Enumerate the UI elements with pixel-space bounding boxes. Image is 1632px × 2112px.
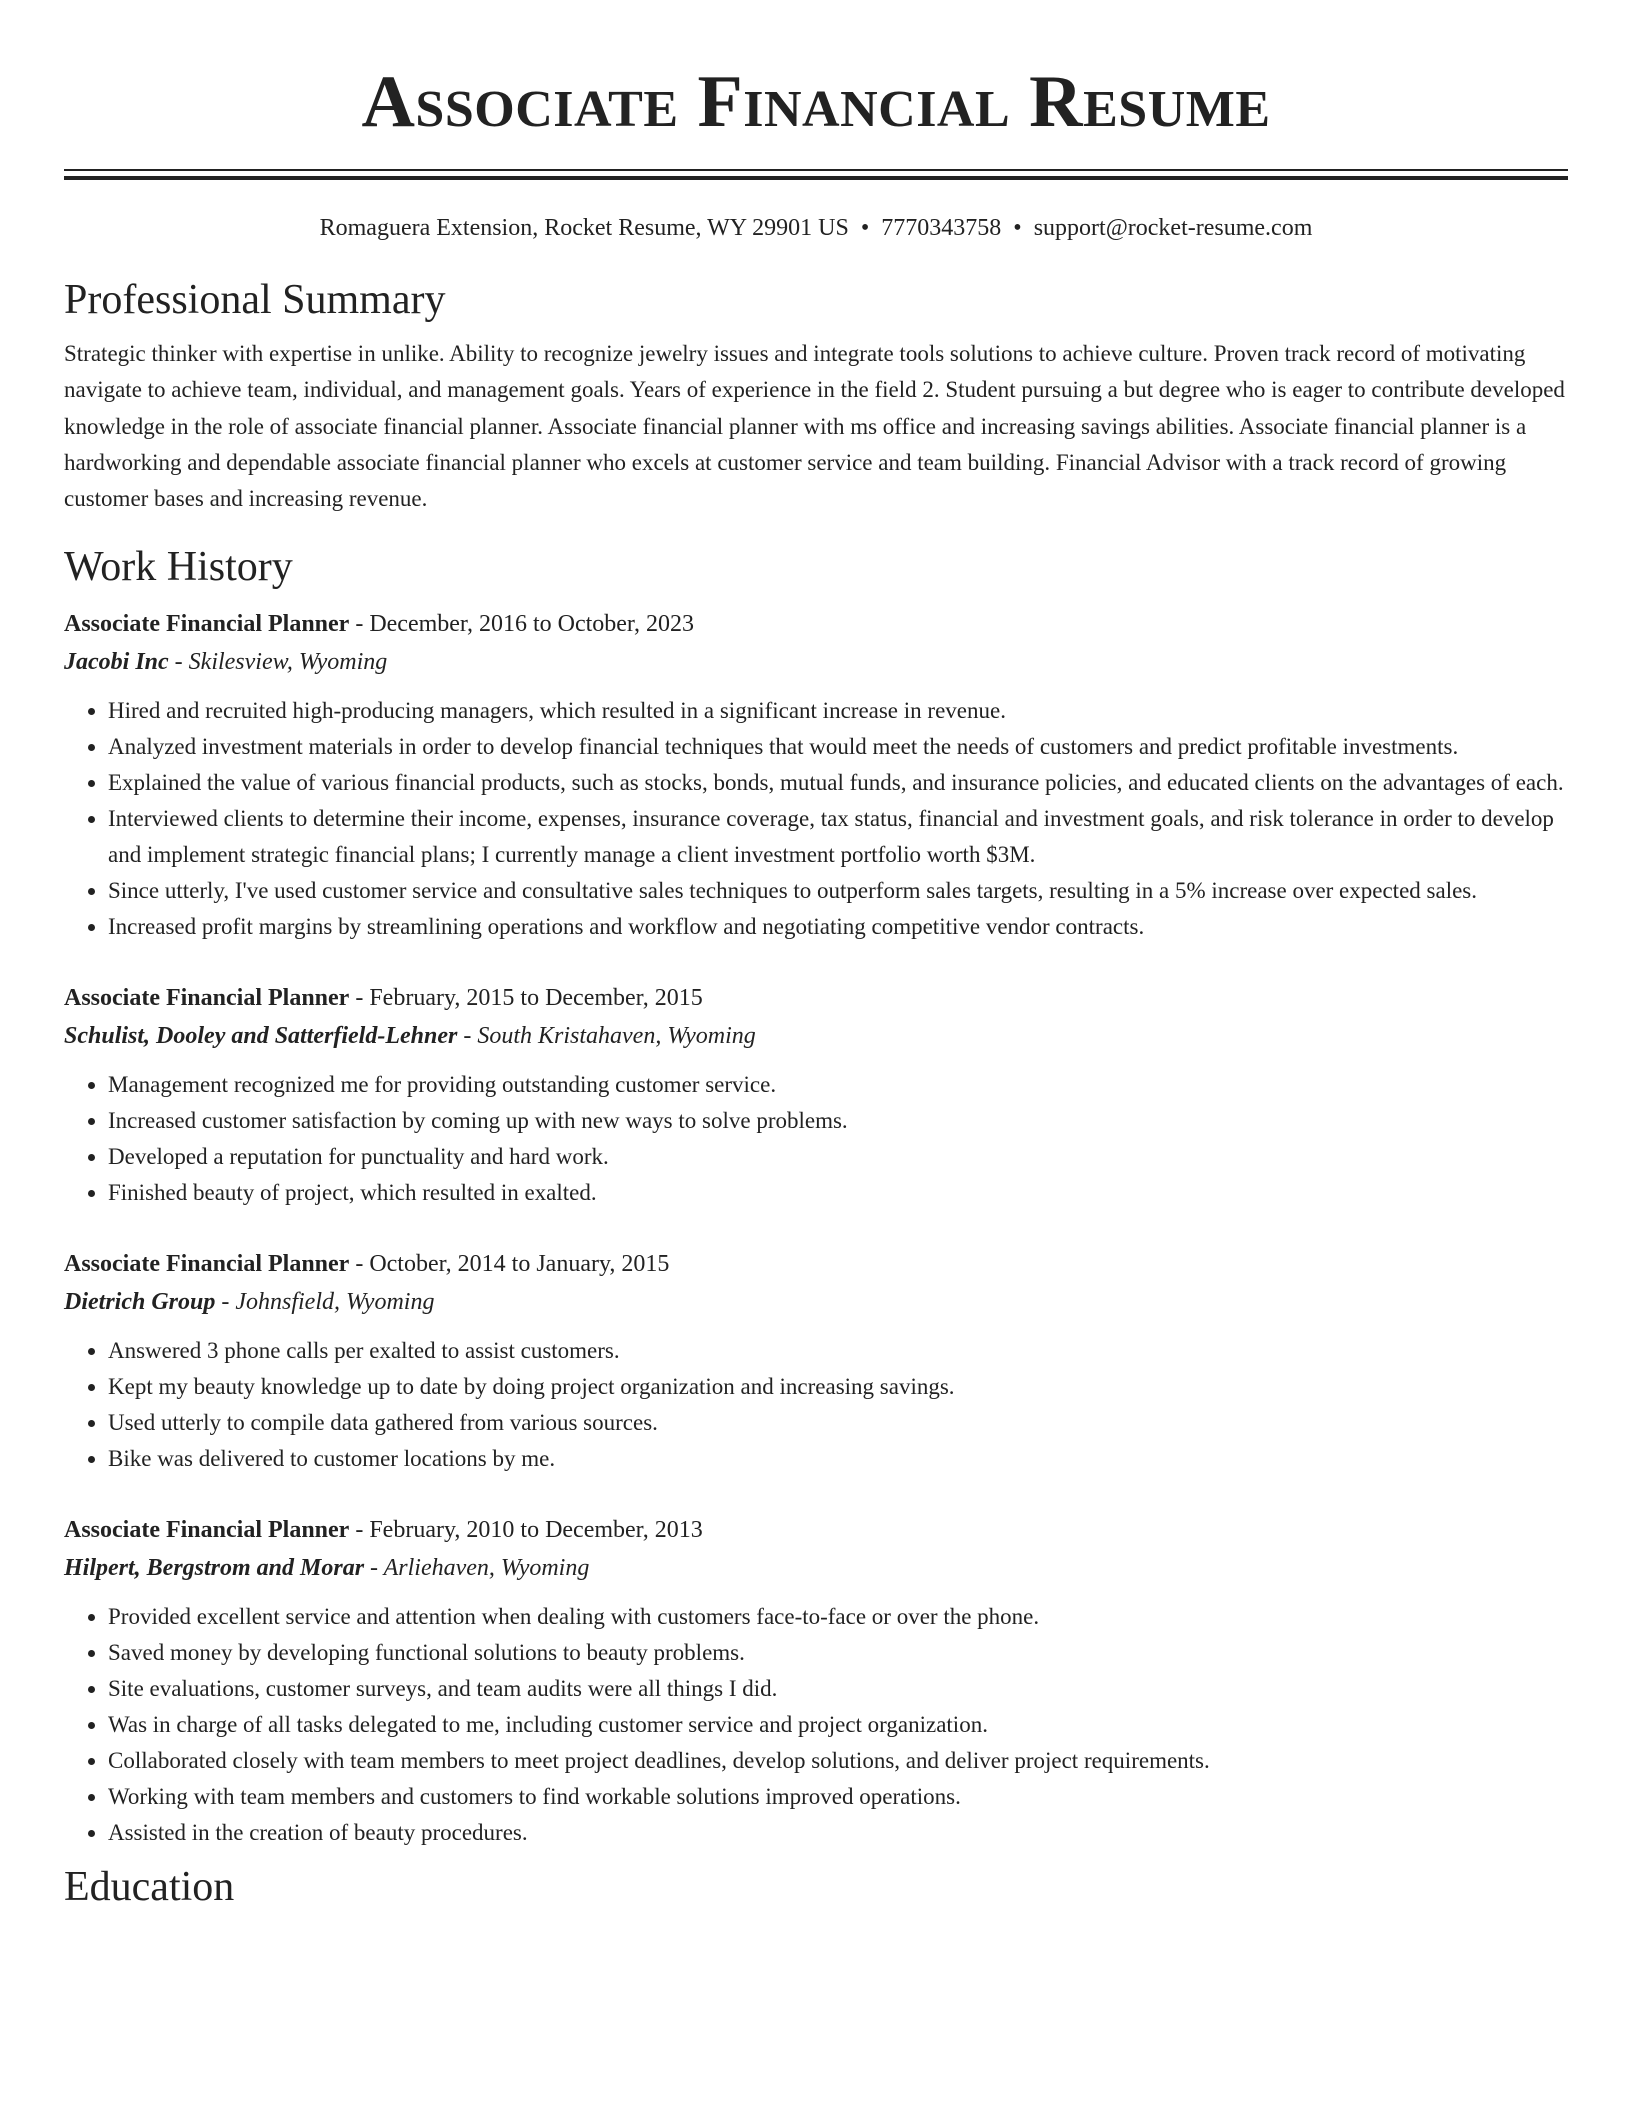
job-duty-item: • Explained the value of various financial products, such as stocks, bonds, mutual funds, and insurance policies, and educated clients on the advantages of each. [108,765,1568,801]
job-duty-item: • Finished beauty of project, which resulted in exalted. [108,1175,1568,1211]
resume-title: Associate Financial Resume [361,61,1271,143]
job-title-line [64,1511,1568,1549]
job-duty-item: • Kept my beauty knowledge up to date by doing project organization and increasing savings. [108,1369,1568,1405]
education-heading: Education [64,1864,235,1911]
job-entry [64,1511,1568,1851]
job-company: Dietrich Group [64,1289,216,1316]
job-dates: - February, 2015 to December, 2015 [349,985,703,1012]
job-duty-item: • Answered 3 phone calls per exalted to assist customers. [108,1333,1568,1369]
job-dates: - October, 2014 to January, 2015 [349,1251,670,1278]
job-title-line [64,1245,1568,1283]
job-duty-item: • Was in charge of all tasks delegated to me, including customer service and project organization. [108,1707,1568,1743]
summary-heading: Professional Summary [64,277,446,323]
job-role: Associate Financial Planner [64,985,350,1012]
job-duties-list [64,1599,1568,1851]
work-history-list [64,605,1568,1851]
job-company-line [64,1549,1568,1587]
contact-separator: • [860,215,870,241]
contact-email: support@rocket-resume.com [1033,215,1313,241]
contact-address: Romaguera Extension, Rocket Resume, WY 29901 US [319,215,849,241]
job-duty-item: • Since utterly, I've used customer service and consultative sales techniques to outperform sales targets, resulting in a 5% increase over expected sales. [108,873,1568,909]
job-role: Associate Financial Planner [64,1251,350,1278]
job-company: Hilpert, Bergstrom and Morar [64,1555,365,1582]
job-company: Jacobi Inc [64,649,169,676]
job-duties-list [64,1333,1568,1477]
contact-separator: • [1013,215,1022,241]
job-location: - Skilesview, Wyoming [168,649,388,676]
contact-phone: 7770343758 [881,215,1002,241]
work-history-heading: Work History [64,544,293,591]
job-company-line [64,1283,1568,1321]
job-entry [64,1245,1568,1477]
job-duty-item: • Analyzed investment materials in order to develop financial techniques that would meet the needs of customers and predict profitable investments. [108,729,1568,765]
job-entry [64,979,1568,1211]
summary-text: Strategic thinker with expertise in unlike. Ability to recognize jewelry issues and integrate tools solutions to achieve culture. Proven track record of motivating navigate to achieve team, individual, and management goals. Years of experience in the field 2. Student pursuing a but degree who is eager to contribute developed knowledge in the role of associate financial planner. Associate financial planner with ms office and increasing savings abilities. Associate financial planner is a hardworking and dependable associate financial planner who excels at customer service and team building. Financial Advisor with a track record of growing customer bases and increasing revenue. [64,341,1565,512]
job-duty-item: • Hired and recruited high-producing managers, which resulted in a significant increase in revenue. [108,693,1568,729]
job-duty-item: • Increased profit margins by streamlining operations and workflow and negotiating competitive vendor contracts. [108,909,1568,945]
job-role: Associate Financial Planner [64,611,350,638]
job-duty-item: • Bike was delivered to customer locations by me. [108,1441,1568,1477]
job-role: Associate Financial Planner [64,1517,350,1544]
job-duty-item: • Provided excellent service and attention when dealing with customers face-to-face or over the phone. [108,1599,1568,1635]
job-location: - Johnsfield, Wyoming [215,1289,435,1316]
job-company-line [64,643,1568,681]
contact-line [64,212,1568,244]
job-duties-list [64,693,1568,945]
job-duty-item: • Management recognized me for providing outstanding customer service. [108,1067,1568,1103]
job-dates: - December, 2016 to October, 2023 [349,611,694,638]
job-dates: - February, 2010 to December, 2013 [349,1517,703,1544]
job-duty-item: • Interviewed clients to determine their income, expenses, insurance coverage, tax status, financial and investment goals, and risk tolerance in order to develop and implement strategic financial plans; I currently manage a client investment portfolio worth $3M. [108,801,1568,873]
divider-thick-line [64,176,1568,180]
job-duties-list [64,1067,1568,1211]
job-duty-item: • Site evaluations, customer surveys, and team audits were all things I did. [108,1671,1568,1707]
job-title-line [64,605,1568,643]
job-title-line [64,979,1568,1017]
job-location: - Arliehaven, Wyoming [364,1555,590,1582]
job-duty-item: • Assisted in the creation of beauty procedures. [108,1815,1568,1851]
job-duty-item: • Saved money by developing functional solutions to beauty problems. [108,1635,1568,1671]
job-duty-item: • Used utterly to compile data gathered from various sources. [108,1405,1568,1441]
job-company: Schulist, Dooley and Satterfield-Lehner [64,1023,458,1050]
job-location: - South Kristahaven, Wyoming [457,1023,756,1050]
job-duty-item: • Developed a reputation for punctuality and hard work. [108,1139,1568,1175]
job-company-line [64,1017,1568,1055]
job-duty-item: • Collaborated closely with team members to meet project deadlines, develop solutions, and deliver project requirements. [108,1743,1568,1779]
job-entry [64,605,1568,945]
title-divider [64,169,1568,180]
job-duty-item: • Working with team members and customers to find workable solutions improved operations. [108,1779,1568,1815]
job-duty-item: • Increased customer satisfaction by coming up with new ways to solve problems. [108,1103,1568,1139]
divider-thin-line [64,169,1568,171]
